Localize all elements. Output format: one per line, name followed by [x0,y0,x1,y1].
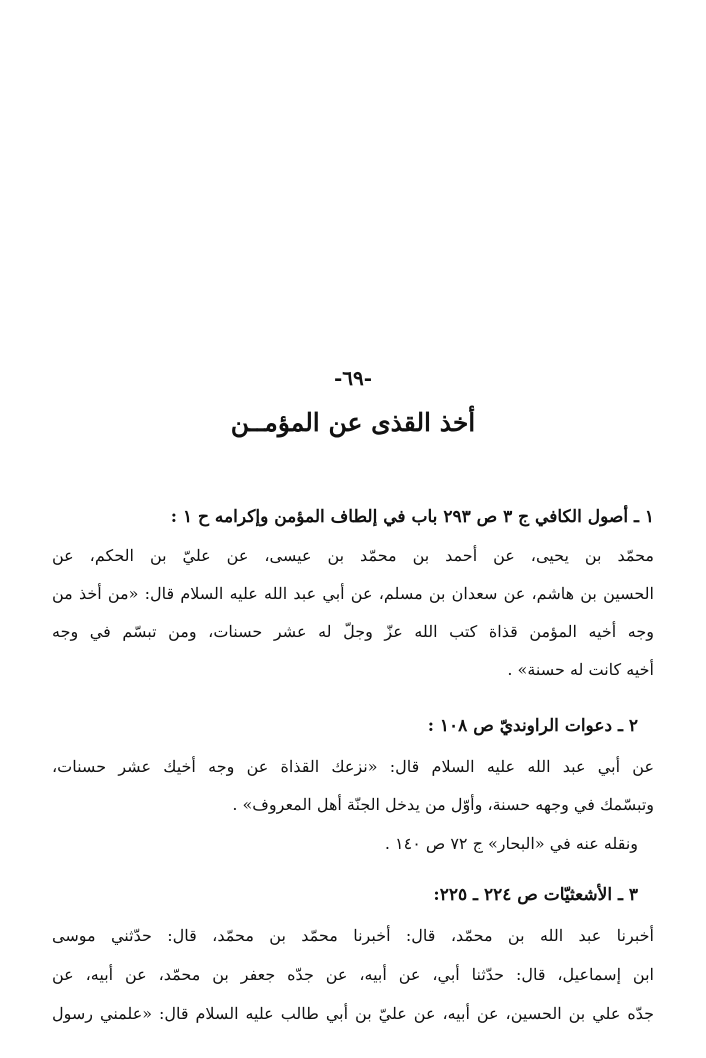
text-line: أخيه كانت له حسنة» . [507,660,654,679]
source-heading-3: ٣ ـ الأشعثيّات ص ٢٢٤ ـ ٢٢٥: [433,885,638,905]
text-line: وجه أخيه المؤمن قذاة كتب الله عزّ وجلّ له عشر حسنات، ومن تبسّم في وجه [52,622,654,641]
entry-number: -٦٩- [333,366,373,390]
source-heading-2: ٢ ـ دعوات الراونديّ ص ١٠٨ : [427,716,638,736]
text-line: ونقله عنه في «البحار» ج ٧٢ ص ١٤٠ . [384,834,638,853]
page-title: أخذ القذى عن المؤمــن [230,408,476,437]
text-line: الحسين بن هاشم، عن سعدان بن مسلم، عن أبي عبد الله عليه السلام قال: «من أخذ من [52,584,654,603]
source-heading-1: ١ ـ أصول الكافي ج ٣ ص ٢٩٣ باب في إلطاف المؤمن وإكرامه ح ١ : [170,507,654,527]
text-line: محمّد بن يحيى، عن أحمد بن محمّد بن عيسى، عن عليّ بن الحكم، عن [52,546,654,565]
text-line: جدّه علي بن الحسين، عن أبيه، عن عليّ بن أبي طالب عليه السلام قال: «علمني رسول [52,1004,655,1023]
text-line: أخبرنا عبد الله بن محمّد، قال: أخبرنا محمّد بن محمّد، قال: حدّثني موسى [52,926,654,945]
text-line: وتبسّمك في وجهه حسنة، وأوّل من يدخل الجنّة أهل المعروف» . [232,795,654,814]
text-line: عن أبي عبد الله عليه السلام قال: «نزعك القذاة عن وجه أخيك عشر حسنات، [52,757,654,776]
text-line: ابن إسماعيل، قال: حدّثنا أبي، عن أبيه، عن جدّه جعفر بن محمّد، عن أبيه، عن [52,965,655,984]
